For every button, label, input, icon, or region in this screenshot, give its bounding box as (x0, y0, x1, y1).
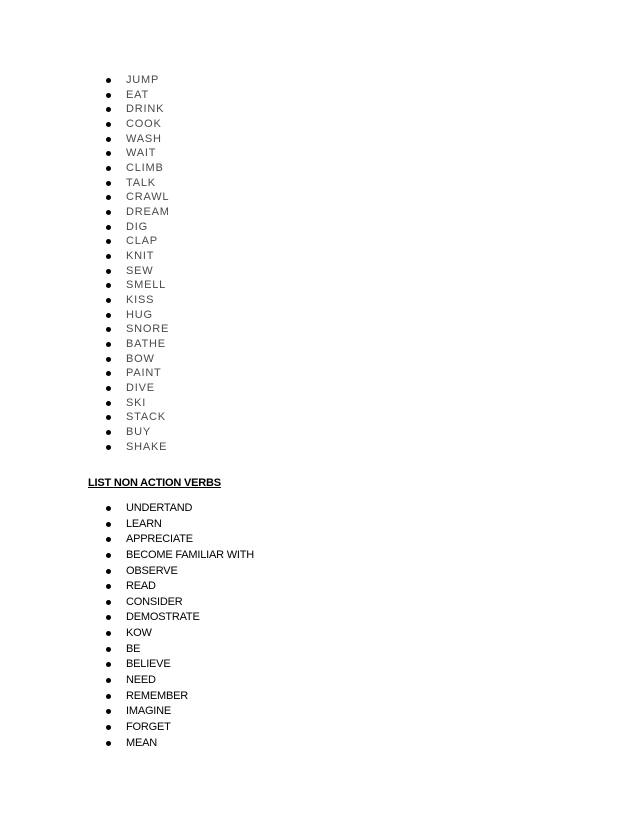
bullet-icon (106, 181, 111, 186)
bullet-icon (106, 709, 111, 714)
list-item (106, 548, 254, 564)
bullet-icon (106, 647, 111, 652)
bullet-icon (106, 195, 111, 200)
list-item-text: IMAGINE (126, 705, 172, 718)
list-item-text: CONSIDER (126, 595, 183, 608)
list-item-text: DREAM (126, 206, 170, 219)
list-item-text: KOW (126, 627, 152, 640)
list-item (106, 234, 170, 249)
bullet-icon (106, 725, 111, 730)
list-item (106, 626, 254, 642)
bullet-icon (106, 445, 111, 450)
list-item-text: TALK (126, 176, 156, 189)
list-item (106, 410, 170, 425)
list-item (106, 579, 254, 595)
bullet-icon (106, 615, 111, 620)
list-item (106, 132, 170, 147)
bullet-icon (106, 401, 111, 406)
list-item (106, 564, 254, 580)
bullet-icon (106, 415, 111, 420)
list-item (106, 322, 170, 337)
list-item-text: DIVE (126, 382, 155, 395)
list-item (106, 673, 254, 689)
list-item-text: MEAN (126, 736, 157, 749)
list-item-text: DRINK (126, 103, 165, 116)
bullet-icon (106, 569, 111, 574)
bullet-icon (106, 386, 111, 391)
list-item-text: CLIMB (126, 162, 164, 175)
bullet-icon (106, 283, 111, 288)
list-item-text: BATHE (126, 338, 166, 351)
list-item (106, 704, 254, 720)
bullet-icon (106, 166, 111, 171)
action-verbs-list (106, 73, 170, 454)
bullet-icon (106, 371, 111, 376)
list-item-text: WASH (126, 132, 162, 145)
bullet-icon (106, 741, 111, 746)
bullet-icon (106, 137, 111, 142)
list-item-text: WAIT (126, 147, 157, 160)
list-item (106, 440, 170, 455)
list-item (106, 88, 170, 103)
list-item (106, 381, 170, 396)
list-item-text: SHAKE (126, 440, 168, 453)
bullet-icon (106, 254, 111, 259)
list-item-text: COOK (126, 118, 162, 131)
list-item (106, 517, 254, 533)
list-item-text: NEED (126, 674, 156, 687)
list-item-text: OBSERVE (126, 564, 178, 577)
bullet-icon (106, 430, 111, 435)
list-item-text: SKI (126, 396, 147, 409)
list-item (106, 501, 254, 517)
list-item-text: UNDERTAND (126, 502, 193, 514)
list-item (106, 278, 170, 293)
list-item (106, 366, 170, 381)
list-item-text: BE (126, 642, 141, 655)
list-item-text: SEW (126, 264, 154, 277)
bullet-icon (106, 553, 111, 558)
list-item-text: SMELL (126, 279, 167, 292)
list-item (106, 117, 170, 132)
list-item (106, 425, 170, 440)
list-item (106, 73, 170, 88)
list-item-text: FORGET (126, 720, 171, 733)
list-item-text: KISS (126, 294, 155, 307)
list-item-text: BECOME FAMILIAR WITH (126, 548, 255, 561)
list-item-text: SNORE (126, 323, 170, 336)
list-item-text: DEMOSTRATE (126, 611, 200, 624)
nonaction-verbs-list (106, 501, 254, 751)
bullet-icon (106, 584, 111, 589)
bullet-icon (106, 298, 111, 303)
list-item (106, 220, 170, 235)
bullet-icon (106, 107, 111, 112)
list-item (106, 190, 170, 205)
list-item-text: BOW (126, 352, 155, 365)
bullet-icon (106, 269, 111, 274)
bullet-icon (106, 210, 111, 215)
list-item (106, 205, 170, 220)
list-item-text: READ (126, 580, 156, 593)
list-item (106, 610, 254, 626)
bullet-icon (106, 151, 111, 156)
bullet-icon (106, 313, 111, 318)
bullet-icon (106, 662, 111, 667)
list-item (106, 657, 254, 673)
list-item-text: APPRECIATE (126, 533, 193, 546)
list-item (106, 352, 170, 367)
list-item-text: BELIEVE (126, 658, 171, 671)
bullet-icon (106, 506, 111, 511)
list-item-text: EAT (126, 88, 149, 101)
list-item (106, 308, 170, 323)
bullet-icon (106, 537, 111, 542)
list-item-text: BUY (126, 426, 152, 439)
list-item (106, 642, 254, 658)
list-item (106, 176, 170, 191)
list-item-text: DIG (126, 220, 148, 233)
list-item-text: CLAP (126, 235, 158, 248)
bullet-icon (106, 327, 111, 332)
list-item (106, 532, 254, 548)
list-item-text: LEARN (126, 517, 162, 530)
list-item-text: PAINT (126, 367, 162, 380)
list-item (106, 396, 170, 411)
bullet-icon (106, 631, 111, 636)
list-item (106, 337, 170, 352)
bullet-icon (106, 122, 111, 127)
bullet-icon (106, 678, 111, 683)
list-item-text: REMEMBER (126, 689, 188, 702)
list-item (106, 689, 254, 705)
bullet-icon (106, 78, 111, 83)
list-item (106, 161, 170, 176)
bullet-icon (106, 600, 111, 605)
bullet-icon (106, 522, 111, 527)
list-item (106, 595, 254, 611)
bullet-icon (106, 239, 111, 244)
list-item-text: KNIT (126, 250, 155, 263)
list-item (106, 293, 170, 308)
list-item (106, 736, 254, 752)
bullet-icon (106, 357, 111, 362)
list-item (106, 264, 170, 279)
bullet-icon (106, 694, 111, 699)
list-item (106, 146, 170, 161)
list-item-text: JUMP (126, 74, 160, 86)
list-item (106, 720, 254, 736)
list-item-text: CRAWL (126, 191, 170, 204)
list-item-text: STACK (126, 411, 166, 424)
bullet-icon (106, 225, 111, 230)
list-item (106, 102, 170, 117)
bullet-icon (106, 93, 111, 98)
list-item-text: HUG (126, 308, 153, 321)
list-item (106, 249, 170, 264)
nonaction-heading: LIST NON ACTION VERBS (88, 477, 221, 489)
bullet-icon (106, 342, 111, 347)
